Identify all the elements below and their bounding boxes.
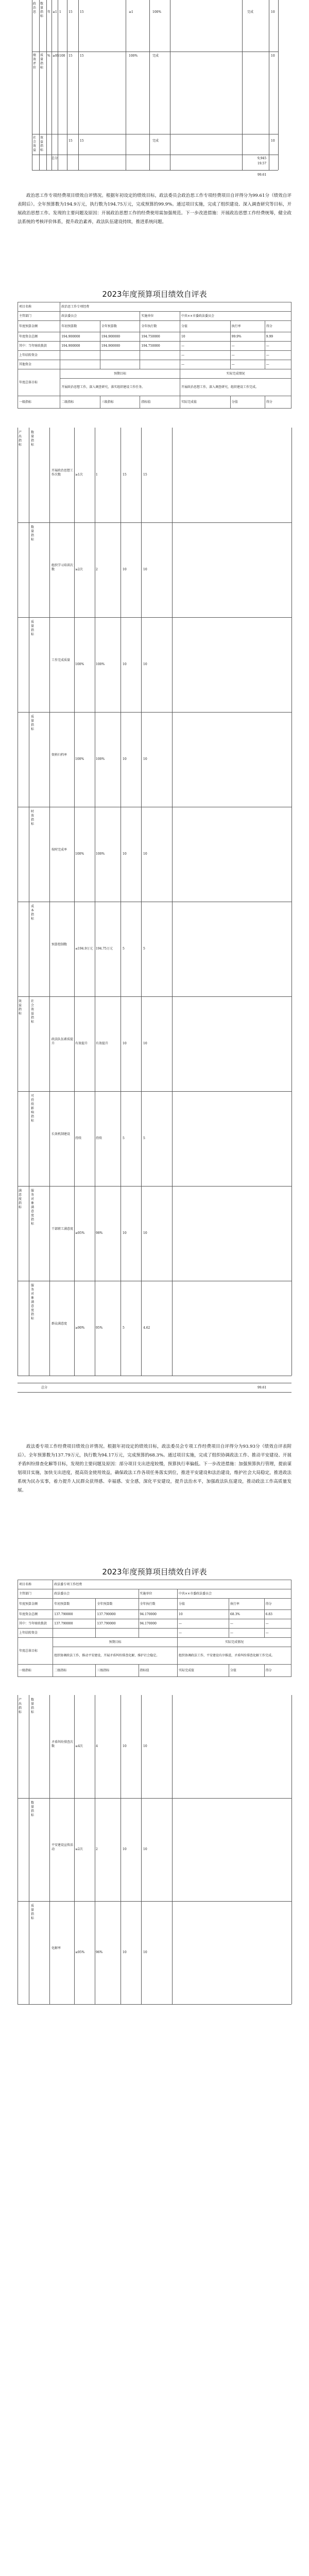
top-row2-col-e: 100: [59, 54, 65, 58]
indicator-actual: 4: [96, 1744, 98, 1748]
indicator-target: 有效提升: [75, 1042, 88, 1045]
t1-r4-c6: —: [265, 360, 291, 369]
indicator-score: 4.62: [143, 1326, 150, 1330]
t1-r3-c0: 上年结转资金: [18, 351, 60, 360]
t2-ih-4: 实际完成值: [178, 1665, 229, 1677]
indicator-lvl2: 数量指标: [31, 431, 35, 447]
top-row1-col-j: 完成: [247, 10, 254, 14]
t2-r3-c2: [96, 1629, 139, 1638]
indicator-score: 10: [143, 568, 147, 571]
t2-r2-c5: —: [229, 1619, 264, 1629]
indicator-actual: 194.75万元: [96, 947, 113, 951]
t2-goal-text: 组织协调政法工作，推动平安建设，开展矛盾纠纷排查化解，维护社会稳定。: [53, 1647, 178, 1665]
t1-r0-c3: 全年执行数: [140, 321, 180, 332]
t2-expected-label: 预期目标: [53, 1638, 178, 1647]
indicator-actual: 95%: [96, 1326, 103, 1330]
indicator-lvl2: 数量指标: [31, 1801, 35, 1817]
t1-total-label: 总分: [41, 1386, 48, 1389]
table-title-1: 2023年度预算项目绩效自评表: [102, 290, 207, 299]
top-row3-col-a: 社会效益: [33, 136, 37, 152]
top-total-label: 总分: [52, 157, 58, 160]
t2-goal-label: 年度总体目标: [18, 1638, 53, 1665]
indicator-row-divider: [18, 617, 291, 618]
t2-actual-text: 组织协调政法工作，平安建设有序推进，矛盾纠纷排查化解工作完成。: [178, 1647, 291, 1665]
table-2-header: [18, 1580, 291, 1677]
top-row1-col-e: 1: [59, 10, 61, 14]
indicator-name: 政法队伍素质提升: [52, 1038, 74, 1045]
top-row2-col-f: 15: [68, 54, 73, 58]
indicator-row-divider: [18, 2004, 291, 2005]
indicator-grid-vline: [291, 428, 292, 1376]
top-row1-col-k: 10: [271, 10, 275, 14]
t1-goal-label: 年度总体目标: [18, 369, 60, 396]
t2-r0-c0: 年度预算金额: [18, 1599, 53, 1610]
indicator-score: 10: [143, 1231, 147, 1235]
indicator-target: ≥90%: [75, 1326, 85, 1330]
t1-ih-4: 实际完成值: [180, 396, 230, 409]
indicator-score: 10: [143, 1042, 147, 1045]
indicator-score: 5: [143, 947, 145, 951]
indicator-score: 10: [143, 1951, 147, 1954]
t1-h-dept-value: 政法委员会: [60, 312, 140, 321]
t2-r2-c2: 137.790000: [96, 1619, 139, 1629]
indicator-actual: 2: [96, 1848, 98, 1851]
t1-total-score: 99.61: [258, 1386, 267, 1389]
t1-r4-c4: —: [180, 360, 230, 369]
indicator-name: 长效机制建设: [52, 1132, 71, 1136]
t1-r1-c2: 194.900000: [100, 332, 140, 342]
indicator-weight: 10: [123, 1231, 127, 1235]
indicator-actual: 有效提升: [96, 1042, 109, 1045]
t2-r0-c6: 得分: [264, 1599, 291, 1610]
indicator-lvl2: 成本指标: [31, 905, 35, 921]
t1-r0-c0: 年度预算金额: [18, 321, 60, 332]
indicator-weight: 5: [123, 1326, 125, 1330]
top-row1-col-d: ≥1: [53, 10, 57, 14]
top-row1-col-c: 年: [47, 10, 51, 14]
indicator-lvl1: 满意度指标: [19, 1189, 22, 1209]
indicator-lvl2: 数量指标: [31, 1698, 35, 1714]
indicator-target: 100%: [75, 757, 84, 761]
t2-r3-c0: 上年结转资金: [18, 1629, 53, 1638]
t1-r0-c1: 年初预算数: [60, 321, 100, 332]
table-title-2: 2023年度预算项目绩效自评表: [102, 1567, 207, 1577]
indicator-target: ≤194.9万元: [75, 947, 93, 951]
indicator-target: 持续: [75, 1137, 82, 1140]
t2-r0-c5: 执行率: [229, 1599, 264, 1610]
indicator-target: 100%: [75, 852, 84, 856]
t1-r4-c0: 其他资金: [18, 360, 60, 369]
t2-h-dept-value: 政法委员会: [53, 1589, 139, 1599]
indicator-score: 5: [143, 1137, 145, 1140]
indicator-lvl2: 可持续影响指标: [31, 1094, 35, 1123]
t1-r4-c3: [140, 360, 180, 369]
top-row1-col-g: 15: [80, 10, 84, 14]
indicator-row-divider: [18, 1798, 291, 1799]
t1-ih-5: 分值: [230, 396, 265, 409]
indicator-lvl2: 服务对象满意度指标: [31, 1189, 35, 1226]
indicator-score: 10: [143, 663, 147, 666]
t2-r0-c1: 年初预算数: [53, 1599, 96, 1610]
t1-r3-c6: —: [265, 351, 291, 360]
indicator-name: 开展政治思想工作次数: [52, 469, 74, 477]
indicator-actual: 1: [96, 473, 98, 477]
t2-r2-c4: —: [178, 1619, 229, 1629]
indicator-row-divider: [18, 1091, 291, 1092]
top-score-1: 9,945: [258, 157, 267, 160]
indicator-weight: 10: [123, 1042, 127, 1045]
t2-h-impl-value: 中共××市委政法委员会: [178, 1589, 291, 1599]
indicator-target: ≥4次: [75, 1744, 83, 1748]
indicator-name: 预算控制数: [52, 943, 67, 946]
t1-r1-c1: 194.900000: [60, 332, 100, 342]
t1-r1-c6: 9.99: [265, 332, 291, 342]
t1-r1-c3: 194.750000: [140, 332, 180, 342]
indicator-target: ≥2次: [75, 568, 83, 571]
t2-r3-c6: —: [264, 1629, 291, 1638]
indicator-grid-vline: [172, 1695, 173, 2004]
indicator-lvl1: 效益指标: [19, 999, 22, 1015]
t1-h-impl-label: 实施单位: [140, 312, 180, 321]
indicator-grid-vline: [74, 1695, 75, 2004]
indicator-score: 15: [143, 473, 147, 477]
indicator-lvl2: 质量指标: [31, 620, 35, 636]
top-row1-col-b: 数量指标: [40, 2, 44, 18]
top-row2-col-d: ≥95: [53, 54, 59, 58]
indicator-name: 矛盾纠纷排查次数: [52, 1740, 74, 1748]
top-row2-col-h: 100%: [129, 54, 138, 58]
top-row2-col-b: 质量指标: [40, 54, 44, 70]
top-row2-col-i: 完成: [152, 54, 159, 58]
top-score-2: 19.57: [258, 162, 267, 165]
indicator-target: 100%: [75, 663, 84, 666]
top-row1-col-h: ≥1: [129, 10, 133, 14]
top-row3-col-f: 15: [68, 139, 73, 143]
indicator-lvl2: 社会效益指标: [31, 999, 35, 1024]
indicator-name: 群众满意度: [52, 1322, 67, 1326]
indicator-weight: 10: [123, 1744, 127, 1748]
indicator-name: 干部职工满意度: [52, 1227, 74, 1231]
t1-r2-c0: 其中：当年财政拨款: [18, 342, 60, 351]
t1-goal-text: 开展政治思想工作，深入调查研究，落实组织建设工作任务。: [60, 379, 180, 396]
t2-r3-c5: —: [229, 1629, 264, 1638]
t2-h-project-label: 项目名称: [18, 1580, 53, 1589]
indicator-weight: 10: [123, 663, 127, 666]
indicator-actual: 96%: [96, 1951, 103, 1954]
t2-r3-c1: [53, 1629, 96, 1638]
top-score-3: 99.61: [258, 173, 267, 177]
indicator-score: 10: [143, 1744, 147, 1748]
indicator-weight: 10: [123, 852, 127, 856]
t1-actual-text: 开展政治思想工作，深入调查研究，组织建设工作完成。: [180, 379, 291, 396]
top-row2-col-a: 绩效评价: [33, 54, 37, 70]
t2-r2-c0: 其中：当年财政拨款: [18, 1619, 53, 1629]
indicator-lvl2: 数量指标: [31, 526, 35, 541]
table-1-header: [18, 302, 291, 409]
indicator-score: 10: [143, 1848, 147, 1851]
t2-actual-label: 实际完成情况: [178, 1638, 291, 1647]
t1-ih-3: 指标值: [140, 396, 180, 409]
t1-r1-c4: 10: [180, 332, 230, 342]
t1-r4-c2: [100, 360, 140, 369]
indicator-weight: 5: [123, 1137, 125, 1140]
indicator-score: 10: [143, 852, 147, 856]
t2-r1-c6: 6.83: [264, 1610, 291, 1619]
t1-h-dept-label: 主管部门: [18, 312, 60, 321]
top-row2-col-k: 10: [271, 54, 275, 58]
t2-ih-1: 二级指标: [53, 1665, 96, 1677]
t1-r2-c6: —: [265, 342, 291, 351]
t1-r3-c2: [100, 351, 140, 360]
indicator-actual: 98%: [96, 1231, 103, 1235]
t1-actual-label: 实际完成情况: [180, 369, 291, 379]
indicator-name: 按时完成率: [52, 848, 67, 852]
top-row2-col-c: %: [47, 54, 50, 58]
indicator-row-divider: [18, 996, 291, 997]
t2-r1-c4: 10: [178, 1610, 229, 1619]
indicator-row-divider: [18, 1901, 291, 1902]
top-row3-col-i: 完成: [152, 139, 159, 143]
t1-r0-c4: 分值: [180, 321, 230, 332]
t1-r4-c5: —: [230, 360, 265, 369]
evaluation-paragraph-2: 政法委专项工作经费项目绩效自评情况。根据年初设定的绩效目标，政法委员会专项工作经费项目自评得分为93.93分（绩效自评表附后）。全年预算数为137.79万元，执行数为94.17万元，完成预算的68.3%。通过项目实施，完成了组织协调政法工作、推动平安建设、开展矛盾纠纷排查化解等目标，发现的主要问题及原因：部分项目支出进度较慢，预算执行率偏低。下一步改进措施：加强预算执行管理，提前谋划项目实施，加快支出进度，提高资金使用效益，确保政法工作各项任务落实到位，推进平安建设和法治建设，维护社会大局稳定，推进政法系统为民办实事，着力提升人民群众获得感、幸福感、安全感，深化平安建设，提升法治水平，加强政法队伍建设，推动政法工作高质量发展。: [18, 1444, 291, 1493]
indicator-weight: 10: [123, 757, 127, 761]
indicator-grid-vline: [49, 1695, 50, 2004]
t1-r3-c5: —: [230, 351, 265, 360]
t1-r0-c6: 得分: [265, 321, 291, 332]
t2-ih-6: 得分: [264, 1665, 291, 1677]
indicator-grid-vline: [291, 1695, 292, 2004]
t2-h-project-value: 政法委专项工作经费: [53, 1580, 291, 1589]
t1-ih-0: 一级指标: [18, 396, 60, 409]
t2-ih-0: 一级指标: [18, 1665, 53, 1677]
t2-h-dept-label: 主管部门: [18, 1589, 53, 1599]
t1-ih-1: 二级指标: [60, 396, 100, 409]
t2-ih-3: 指标值: [139, 1665, 177, 1677]
indicator-weight: 10: [123, 1848, 127, 1851]
t1-r2-c4: —: [180, 342, 230, 351]
indicator-actual: 持续: [96, 1137, 102, 1140]
t1-r2-c1: 194.900000: [60, 342, 100, 351]
indicator-lvl2: 时效指标: [31, 810, 35, 826]
t2-r3-c3: [139, 1629, 177, 1638]
t2-r2-c6: —: [264, 1619, 291, 1629]
indicator-weight: 15: [123, 473, 127, 477]
t1-r1-c0: 年度资金总额: [18, 332, 60, 342]
t2-r3-c4: —: [178, 1629, 229, 1638]
top-row3-col-b: 效益指标: [40, 136, 44, 152]
t1-r3-c3: [140, 351, 180, 360]
indicator-lvl2: 服务对象满意度指标: [31, 1284, 35, 1320]
t1-h-impl-value: 中共××市委政法委员会: [180, 312, 291, 321]
indicator-target: ≥2次: [75, 1848, 83, 1851]
t1-r0-c2: 全年预算数: [100, 321, 140, 332]
indicator-lvl2: 质量指标: [31, 715, 35, 731]
indicator-name: 工作完成质量: [52, 658, 71, 662]
indicator-actual: 2: [96, 568, 98, 571]
t1-r2-c3: 194.750000: [140, 342, 180, 351]
indicator-weight: 10: [123, 1951, 127, 1954]
t1-r3-c4: —: [180, 351, 230, 360]
t2-r1-c5: 68.3%: [229, 1610, 264, 1619]
indicator-actual: 100%: [96, 757, 105, 761]
indicator-score: 10: [143, 757, 147, 761]
t2-r0-c2: 全年预算数: [96, 1599, 139, 1610]
t1-ih-2: 三级指标: [100, 396, 140, 409]
t2-ih-5: 分值: [229, 1665, 264, 1677]
t2-r1-c1: 137.790000: [53, 1610, 96, 1619]
top-row1-col-i: 100%: [152, 10, 162, 14]
top-row3-col-g: 15: [80, 139, 84, 143]
t1-r0-c5: 执行率: [230, 321, 265, 332]
top-row1-col-a: 政治思: [33, 2, 37, 14]
indicator-row-divider: [18, 522, 291, 523]
t2-r2-c1: 137.790000: [53, 1619, 96, 1629]
t2-ih-2: 三级指标: [96, 1665, 139, 1677]
indicator-actual: 100%: [96, 852, 105, 856]
indicator-lvl1: 产出指标: [19, 1698, 22, 1714]
top-row1-col-f: 15: [68, 10, 73, 14]
indicator-name: 平安建设宣传活动: [52, 1843, 74, 1851]
top-row2-col-g: 15: [80, 54, 84, 58]
t1-expected-label: 预期目标: [60, 369, 180, 379]
indicator-lvl1: 产出指标: [19, 431, 22, 447]
t2-r1-c0: 年度资金总额: [18, 1610, 53, 1619]
indicator-target: ≥1次: [75, 473, 83, 477]
t1-r2-c5: —: [230, 342, 265, 351]
indicator-target: ≥95%: [75, 1231, 85, 1235]
t1-h-project-value: 政治思工作专项经费: [60, 302, 291, 312]
t2-r2-c3: 94.170000: [139, 1619, 177, 1629]
t2-r0-c3: 全年执行数: [139, 1599, 177, 1610]
t1-r4-c1: [60, 360, 100, 369]
table-1-indicators: [18, 428, 291, 1376]
indicator-weight: 5: [123, 947, 125, 951]
t2-r1-c2: 137.790000: [96, 1610, 139, 1619]
indicator-target: ≥95%: [75, 1951, 85, 1954]
t2-r1-c3: 94.170000: [139, 1610, 177, 1619]
indicator-weight: 10: [123, 568, 127, 571]
indicator-actual: 100%: [96, 663, 105, 666]
t1-r2-c2: 194.900000: [100, 342, 140, 351]
t2-h-impl-label: 实施单位: [139, 1589, 177, 1599]
indicator-name: 资料归档率: [52, 753, 67, 757]
t1-r1-c5: 99.9%: [230, 332, 265, 342]
indicator-lvl2: 质量指标: [31, 1904, 35, 1920]
indicator-row-divider: [18, 1186, 291, 1187]
t2-r0-c4: 分值: [178, 1599, 229, 1610]
indicator-name: 组织学习培训次数: [52, 564, 74, 571]
t1-ih-6: 得分: [265, 396, 291, 409]
indicator-name: 化解率: [52, 1946, 61, 1950]
indicator-grid-vline: [141, 1695, 142, 2004]
t1-h-project-label: 项目名称: [18, 302, 60, 312]
evaluation-paragraph-1: 政治思工作专项经费项目绩效自评情况。根据年初设定的绩效目标，政法委员会政治思工作专项经费项目自评得分为99.61分（绩效自评表附后）。全年预算数为194.9万元，执行数为194.75万元，完成预算的99.9%。通过项目实施，完成了组织建设、深入调查研究等目标，开展政治思想工作。发现的主要问题及原因：开展政治思想工作的经费使用需加强规范。下一步改进措施：开展政治思想工作经费统筹，健全政法系统的考核评价体系，提升政治素养，政法队伍建设持续，推进系统问题。: [18, 193, 291, 225]
indicator-row-divider: [18, 712, 291, 713]
table-2-indicators: [18, 1695, 291, 2576]
t1-r3-c1: [60, 351, 100, 360]
top-row3-col-k: 10: [271, 139, 275, 143]
